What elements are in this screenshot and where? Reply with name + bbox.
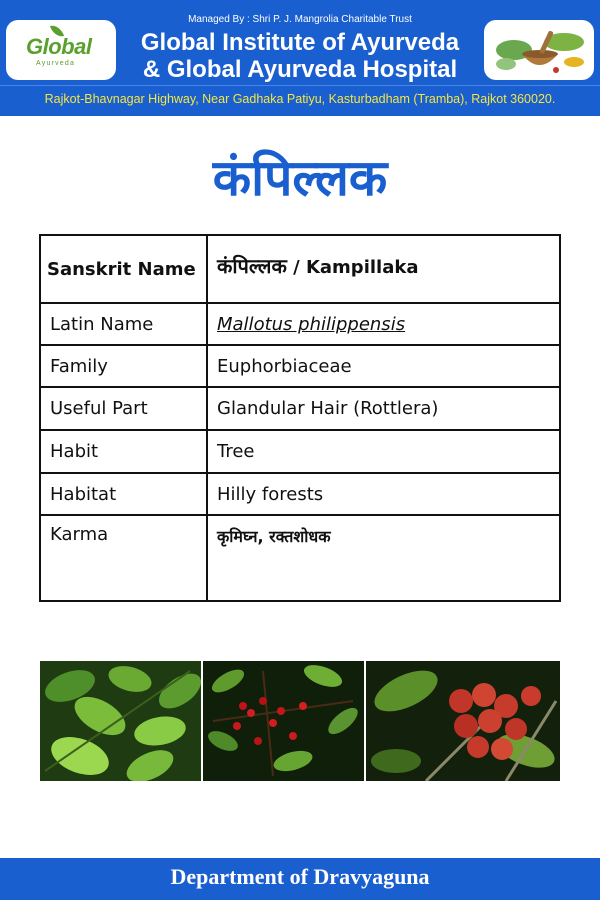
table-row <box>40 387 560 430</box>
sanskrit-name-value <box>207 235 560 303</box>
table-row <box>40 430 560 473</box>
latin-name-text: Mallotus philippensis <box>217 313 406 335</box>
table-row <box>40 303 560 345</box>
logo-text: Global <box>26 34 92 59</box>
institute-name-line1: Global Institute of Ayurveda <box>140 29 460 56</box>
sanskrit-name-label <box>40 235 207 303</box>
separator: / <box>286 257 306 278</box>
table-row <box>40 473 560 515</box>
plant-info-table <box>39 234 561 602</box>
family-label: Family <box>40 345 207 387</box>
managed-by-text: Managed By : Shri P. J. Mangrolia Charitable Trust <box>188 14 412 25</box>
logo-subtext: Ayurveda <box>36 60 76 67</box>
plant-title: कंपिल्लक <box>212 149 388 207</box>
table-row <box>40 515 560 601</box>
herbs-mortar-image <box>484 20 594 80</box>
habitat-label: Habitat <box>40 473 207 515</box>
latin-name-value <box>207 303 560 345</box>
latin-name-label: Latin Name <box>40 303 207 345</box>
karma-label: Karma <box>40 515 207 601</box>
address-text: Rajkot-Bhavnagar Highway, Near Gadhaka Patiyu, Kasturbadham (Tramba), Rajkot 360020. <box>44 92 556 106</box>
habitat-value: Hilly forests <box>207 473 560 515</box>
table-row <box>40 345 560 387</box>
leaves-photo <box>40 661 201 781</box>
sanskrit-latin: Kampillaka <box>305 257 419 278</box>
sanskrit-devanagari: कंपिल्लक <box>217 254 287 278</box>
institute-name-line2: & Global Ayurveda Hospital <box>142 56 458 83</box>
habit-value: Tree <box>207 430 560 473</box>
fruiting-branch-photo <box>203 661 364 781</box>
red-fruit-cluster-photo <box>366 661 560 781</box>
department-name: Department of Dravyaguna <box>170 864 430 889</box>
family-value: Euphorbiaceae <box>207 345 560 387</box>
karma-value: कृमिघ्न, रक्तशोधक <box>207 515 560 601</box>
table-row <box>40 235 560 303</box>
plant-photos <box>40 661 560 781</box>
useful-part-label: Useful Part <box>40 387 207 430</box>
label-text: Sanskrit Name <box>47 258 196 280</box>
habit-label: Habit <box>40 430 207 473</box>
useful-part-value: Glandular Hair (Rottlera) <box>207 387 560 430</box>
